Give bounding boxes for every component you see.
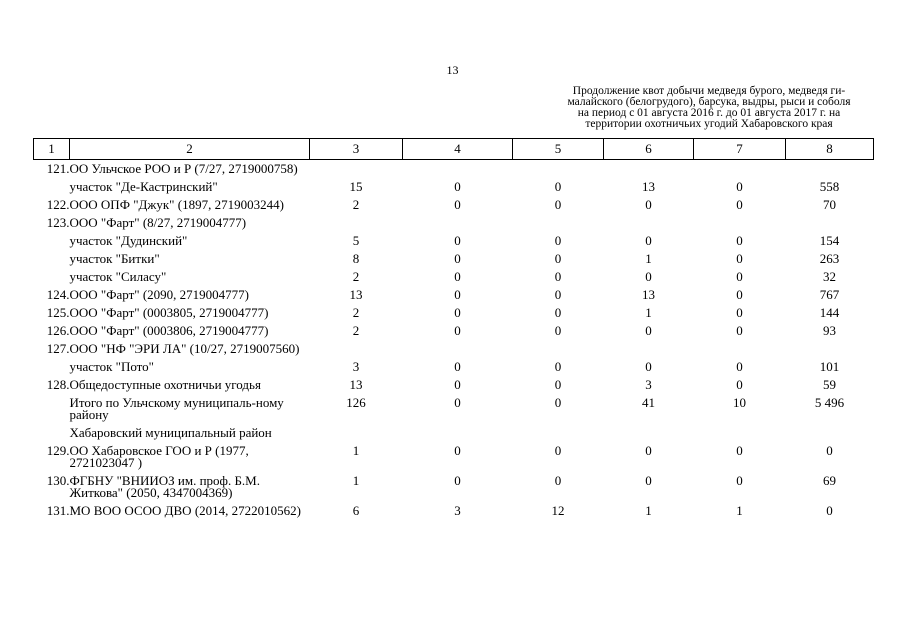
row-number: [34, 268, 70, 286]
column-header: 1: [34, 139, 70, 160]
table-row: [34, 358, 874, 376]
row-name: участок "Пото": [69, 359, 154, 374]
row-value: 0: [736, 323, 743, 338]
row-value: [604, 340, 694, 358]
row-value: 0: [826, 503, 833, 518]
row-value: 0: [736, 443, 743, 458]
table-row: [34, 424, 874, 442]
row-number: 128.: [46, 377, 70, 392]
caption-line: Продолжение квот добычи медведя бурого, медведя ги-: [572, 85, 846, 97]
row-value: 1: [645, 305, 652, 320]
row-value: 0: [454, 443, 461, 458]
table-row: [34, 376, 874, 394]
row-value: 126: [346, 395, 366, 410]
row-value: 0: [554, 305, 562, 320]
row-value: 6: [352, 503, 360, 518]
row-name: участок "Дудинский": [69, 233, 188, 248]
row-value: 0: [554, 251, 562, 266]
table-row: [34, 232, 874, 250]
row-value: [604, 424, 694, 442]
table-row: [34, 340, 874, 358]
row-value: [604, 214, 694, 232]
row-value: [403, 424, 513, 442]
row-value: [786, 340, 874, 358]
row-value: 59: [823, 377, 836, 392]
row-value: 0: [645, 323, 652, 338]
row-value: 0: [454, 179, 461, 194]
row-value: 263: [819, 251, 840, 266]
row-value: 2: [352, 305, 360, 320]
table-row: [34, 502, 874, 520]
row-value: 0: [554, 197, 562, 212]
row-value: 0: [554, 359, 562, 374]
row-value: [694, 214, 786, 232]
row-value: [310, 214, 403, 232]
table-row: [34, 286, 874, 304]
row-value: 2: [352, 197, 360, 212]
row-name: ООО "НФ "ЭРИ ЛА" (10/27, 2719007560): [69, 341, 300, 356]
column-header: 2: [70, 139, 310, 160]
row-name: Итого по Ульчскому муниципаль-ному району: [69, 395, 284, 422]
table-row: [34, 304, 874, 322]
row-value: [786, 424, 874, 442]
row-name: ОО Хабаровское ГОО и Р (1977, 2721023047 ): [69, 443, 249, 470]
row-number: 129.: [46, 443, 70, 458]
caption-line: малайского (белогрудого), барсука, выдры, рыси и соболя: [567, 96, 851, 108]
row-value: 0: [454, 377, 461, 392]
row-value: 0: [554, 233, 562, 248]
row-number: [34, 358, 70, 376]
row-value: 0: [645, 197, 652, 212]
column-header: 3: [310, 139, 403, 160]
row-value: 0: [454, 269, 461, 284]
row-value: 0: [554, 473, 562, 488]
row-value: [310, 160, 403, 179]
row-value: [513, 214, 604, 232]
row-name: ООО "Фарт" (2090, 2719004777): [69, 287, 249, 302]
row-value: 2: [352, 269, 360, 284]
row-value: 93: [823, 323, 836, 338]
row-number: 123.: [46, 215, 70, 230]
table-caption: [548, 86, 870, 130]
row-value: 70: [823, 197, 836, 212]
row-value: 5 496: [814, 395, 845, 410]
row-value: 1: [645, 251, 652, 266]
row-value: 0: [645, 359, 652, 374]
row-value: 0: [645, 473, 652, 488]
row-value: 69: [823, 473, 836, 488]
row-number: 124.: [46, 287, 70, 302]
row-value: 13: [349, 287, 363, 302]
row-value: 0: [645, 269, 652, 284]
row-value: 0: [454, 323, 461, 338]
column-header: 6: [604, 139, 694, 160]
row-value: 0: [736, 377, 743, 392]
row-value: 0: [736, 179, 743, 194]
row-name: ООО "Фарт" (0003805, 2719004777): [69, 305, 269, 320]
row-name: МО ВОО ОСОО ДВО (2014, 2722010562): [69, 503, 301, 518]
row-value: [403, 160, 513, 179]
row-value: 15: [349, 179, 363, 194]
row-value: [403, 340, 513, 358]
table-row: [34, 196, 874, 214]
row-value: 0: [736, 287, 743, 302]
column-header: 4: [403, 139, 513, 160]
row-number: 125.: [46, 305, 70, 320]
row-value: 0: [454, 287, 461, 302]
row-name: Общедоступные охотничьи угодья: [69, 377, 261, 392]
table-row: [34, 322, 874, 340]
row-value: 154: [819, 233, 840, 248]
table-body: [34, 160, 874, 521]
table-row: [34, 442, 874, 472]
row-name: участок "Силасу": [69, 269, 167, 284]
page-number: 13: [446, 63, 459, 77]
row-value: 10: [733, 395, 746, 410]
row-value: [694, 424, 786, 442]
row-value: 2: [352, 323, 360, 338]
row-value: [786, 160, 874, 179]
row-number: [34, 250, 70, 268]
row-value: 558: [819, 179, 840, 194]
row-value: [403, 214, 513, 232]
row-name: ООО "Фарт" (8/27, 2719004777): [69, 215, 247, 230]
row-name: ООО ОПФ "Джук" (1897, 2719003244): [69, 197, 284, 212]
row-number: [34, 424, 70, 442]
row-value: 1: [736, 503, 743, 518]
row-value: 0: [554, 395, 562, 410]
row-value: [513, 340, 604, 358]
row-value: 0: [554, 287, 562, 302]
row-value: [513, 424, 604, 442]
row-name: Хабаровский муниципальный район: [69, 425, 272, 440]
row-value: 0: [736, 251, 743, 266]
table-row: [34, 394, 874, 424]
row-value: 0: [826, 443, 833, 458]
row-value: 3: [352, 359, 360, 374]
row-name: ООО "Фарт" (0003806, 2719004777): [69, 323, 269, 338]
row-value: 0: [554, 377, 562, 392]
table-row: [34, 250, 874, 268]
row-value: 1: [352, 473, 360, 488]
row-name: ОО Ульчское РОО и Р (7/27, 2719000758): [69, 161, 298, 176]
row-value: 0: [736, 197, 743, 212]
row-number: [34, 232, 70, 250]
row-value: [310, 424, 403, 442]
row-value: 0: [454, 395, 461, 410]
row-value: [513, 160, 604, 179]
row-value: 0: [736, 305, 743, 320]
row-value: 0: [736, 473, 743, 488]
row-value: 3: [454, 503, 461, 518]
caption-line: на период с 01 августа 2016 г. до 01 августа 2017 г. на: [577, 107, 841, 119]
row-number: 127.: [46, 341, 70, 356]
row-value: 1: [645, 503, 652, 518]
row-value: [604, 160, 694, 179]
row-value: 0: [454, 359, 461, 374]
row-value: 0: [554, 269, 562, 284]
row-number: 131.: [46, 503, 70, 518]
row-value: 144: [819, 305, 840, 320]
row-value: 101: [819, 359, 840, 374]
row-value: 0: [554, 443, 562, 458]
caption-line: территории охотничьих угодий Хабаровского края: [585, 118, 833, 130]
row-value: 0: [454, 251, 461, 266]
row-value: 13: [642, 287, 655, 302]
row-value: 0: [454, 233, 461, 248]
row-number: [34, 178, 70, 196]
row-value: 32: [823, 269, 836, 284]
row-number: 121.: [46, 161, 70, 176]
row-name: ФГБНУ "ВНИИОЗ им. проф. Б.М. Житкова" (2050, 4347004369): [69, 473, 260, 500]
row-value: 3: [645, 377, 652, 392]
row-number: 122.: [46, 197, 70, 212]
row-value: 8: [352, 251, 360, 266]
header-row: [34, 139, 874, 160]
row-value: [694, 340, 786, 358]
row-value: 12: [551, 503, 565, 518]
table-row: [34, 160, 874, 179]
row-value: 0: [554, 323, 562, 338]
row-value: 5: [352, 233, 360, 248]
row-value: [786, 214, 874, 232]
column-header: 5: [513, 139, 604, 160]
row-name: участок "Битки": [69, 251, 160, 266]
table-row: [34, 472, 874, 502]
row-value: 767: [819, 287, 840, 302]
row-name: участок "Де-Кастринский": [69, 179, 218, 194]
row-value: 0: [736, 269, 743, 284]
table-row: [34, 214, 874, 232]
row-value: 0: [454, 305, 461, 320]
row-value: [310, 340, 403, 358]
table-row: [34, 178, 874, 196]
quota-table: [33, 138, 874, 520]
row-value: 1: [352, 443, 360, 458]
row-value: 0: [736, 359, 743, 374]
row-value: 41: [642, 395, 655, 410]
row-value: [694, 160, 786, 179]
row-value: 0: [454, 197, 461, 212]
row-value: 13: [642, 179, 655, 194]
table-row: [34, 268, 874, 286]
row-number: [34, 394, 70, 424]
row-value: 0: [554, 179, 562, 194]
column-header: 7: [694, 139, 786, 160]
row-value: 0: [645, 233, 652, 248]
row-value: 13: [349, 377, 363, 392]
row-number: 126.: [46, 323, 70, 338]
row-value: 0: [736, 233, 743, 248]
row-value: 0: [454, 473, 461, 488]
row-number: 130.: [46, 473, 70, 488]
row-value: 0: [645, 443, 652, 458]
column-header: 8: [786, 139, 874, 160]
